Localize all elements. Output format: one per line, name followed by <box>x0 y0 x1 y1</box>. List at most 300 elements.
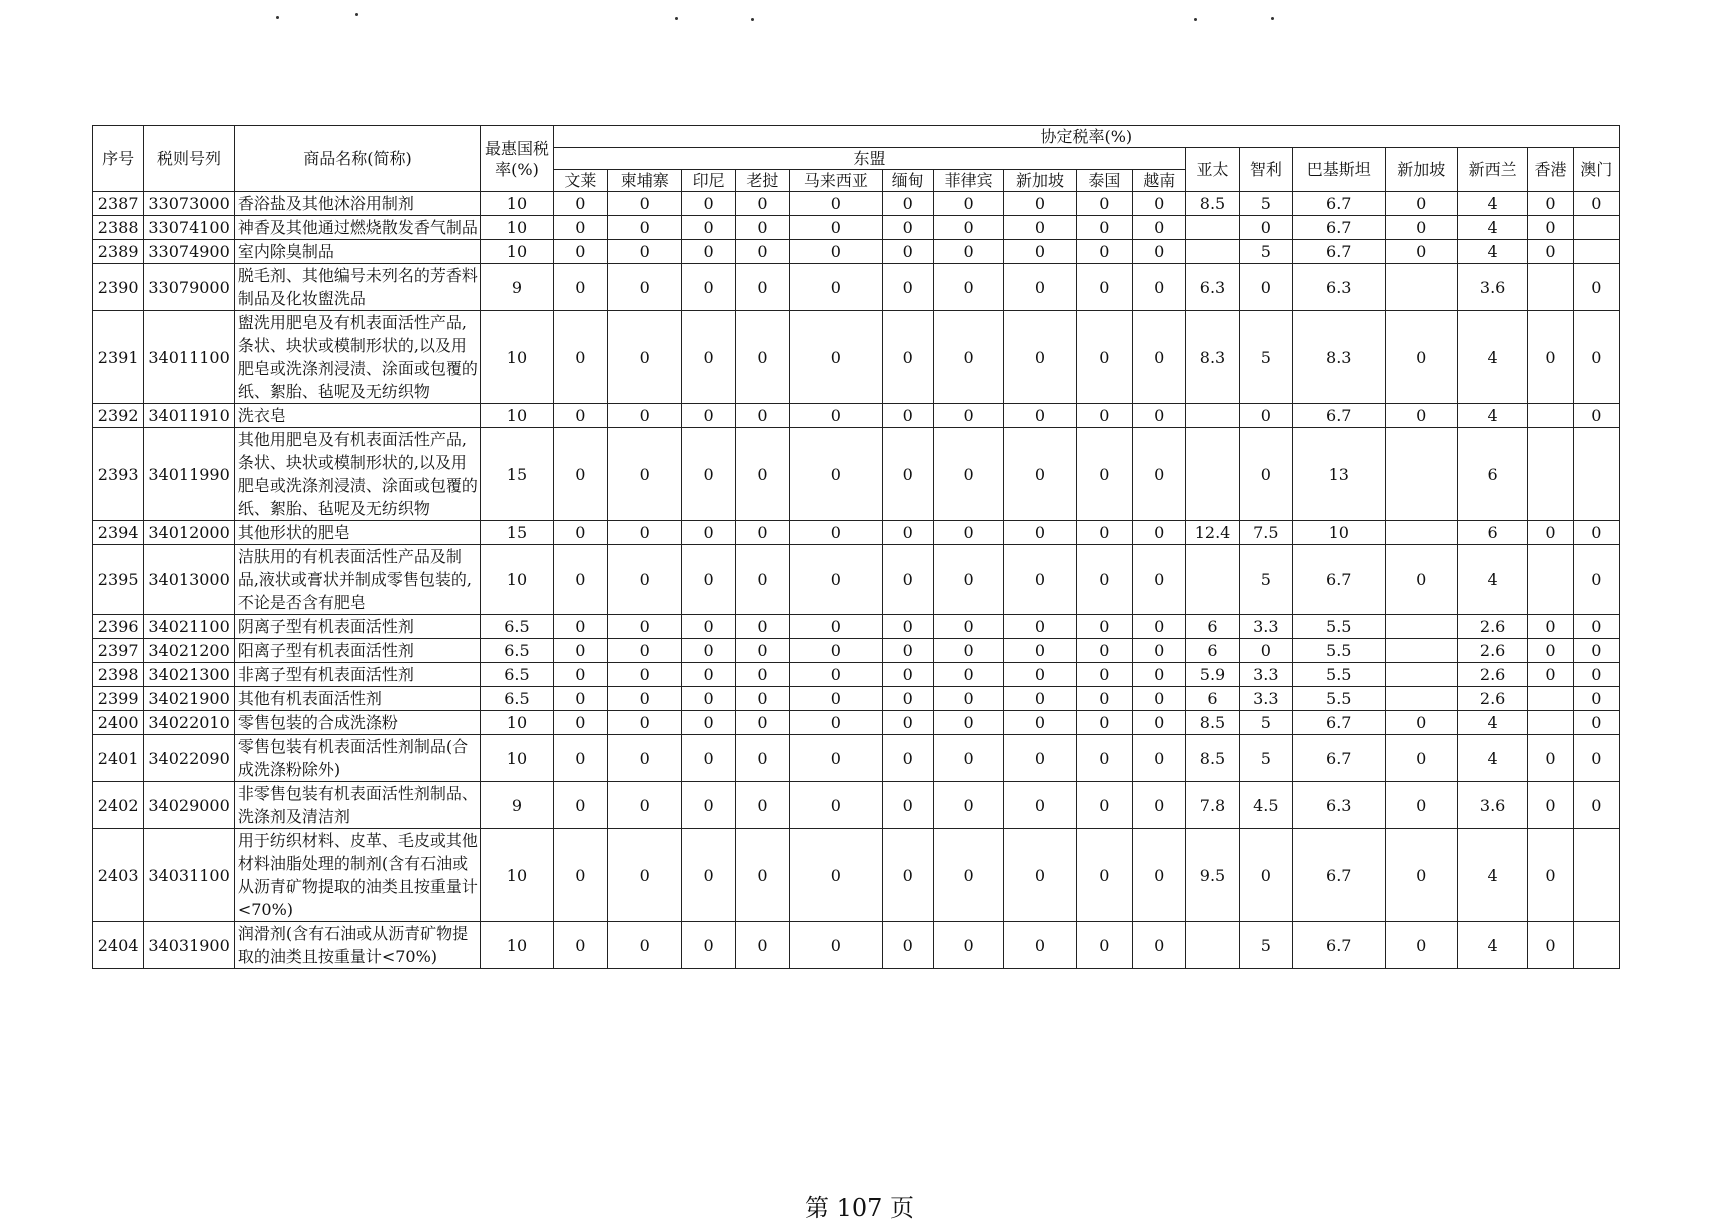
row-rate-cell: 8.5 <box>1186 192 1239 216</box>
row-rate-cell: 5 <box>1239 192 1292 216</box>
row-rate-cell: 0 <box>1528 240 1573 264</box>
row-mfn: 15 <box>481 521 553 545</box>
row-rate-cell: 0 <box>1133 711 1186 735</box>
row-rate-cell: 0 <box>1239 639 1292 663</box>
row-rate-cell: 0 <box>1004 711 1076 735</box>
header-other-4: 新西兰 <box>1457 148 1527 192</box>
row-rate-cell: 0 <box>882 428 933 521</box>
row-rate-cell: 0 <box>608 735 682 782</box>
row-rate-cell: 6 <box>1457 521 1527 545</box>
row-rate-cell: 0 <box>1528 311 1573 404</box>
row-rate-cell: 3.6 <box>1457 782 1527 829</box>
row-name: 其他用肥皂及有机表面活性产品,条状、块状或模制形状的,以及用肥皂或洗涤剂浸渍、涂面或包覆的纸、絮胎、毡呢及无纺织物 <box>234 428 480 521</box>
header-asean-member-5: 缅甸 <box>882 170 933 192</box>
row-rate-cell: 0 <box>1573 264 1619 311</box>
row-rate-cell: 4.5 <box>1239 782 1292 829</box>
row-code: 34031900 <box>144 922 235 969</box>
row-rate-cell: 0 <box>1133 240 1186 264</box>
row-rate-cell: 0 <box>1004 615 1076 639</box>
row-rate-cell: 0 <box>682 687 735 711</box>
row-rate-cell: 0 <box>790 735 883 782</box>
table-body <box>93 192 1620 969</box>
row-rate-cell: 0 <box>1133 639 1186 663</box>
row-name: 零售包装的合成洗涤粉 <box>234 711 480 735</box>
row-rate-cell: 0 <box>682 192 735 216</box>
row-rate-cell: 0 <box>608 639 682 663</box>
row-rate-cell: 5 <box>1239 711 1292 735</box>
row-rate-cell: 4 <box>1457 311 1527 404</box>
row-rate-cell: 0 <box>608 687 682 711</box>
row-seq: 2396 <box>93 615 144 639</box>
row-rate-cell: 0 <box>608 240 682 264</box>
row-seq: 2392 <box>93 404 144 428</box>
row-rate-cell: 8.3 <box>1292 311 1385 404</box>
row-code: 34021100 <box>144 615 235 639</box>
row-rate-cell: 0 <box>882 192 933 216</box>
row-rate-cell <box>1186 216 1239 240</box>
row-rate-cell: 0 <box>1133 545 1186 615</box>
row-code: 34029000 <box>144 782 235 829</box>
row-rate-cell: 0 <box>682 615 735 639</box>
row-rate-cell: 4 <box>1457 192 1527 216</box>
row-rate-cell: 4 <box>1457 735 1527 782</box>
row-name: 阳离子型有机表面活性剂 <box>234 639 480 663</box>
row-rate-cell: 0 <box>1076 615 1132 639</box>
row-rate-cell <box>1573 829 1619 922</box>
table-row <box>93 240 1620 264</box>
row-rate-cell: 0 <box>553 711 607 735</box>
table-row <box>93 615 1620 639</box>
row-rate-cell: 0 <box>882 735 933 782</box>
table-row <box>93 545 1620 615</box>
tariff-rate-table <box>92 125 1620 969</box>
table-row <box>93 311 1620 404</box>
header-agreement: 协定税率(%) <box>553 126 1619 148</box>
row-rate-cell <box>1186 428 1239 521</box>
row-rate-cell: 6 <box>1186 687 1239 711</box>
row-rate-cell: 0 <box>553 521 607 545</box>
row-rate-cell: 0 <box>790 782 883 829</box>
row-rate-cell <box>1385 639 1457 663</box>
row-rate-cell: 0 <box>553 782 607 829</box>
row-rate-cell: 5 <box>1239 735 1292 782</box>
row-rate-cell: 4 <box>1457 922 1527 969</box>
row-name: 零售包装有机表面活性剂制品(合成洗涤粉除外) <box>234 735 480 782</box>
row-rate-cell: 0 <box>790 687 883 711</box>
row-rate-cell: 0 <box>1076 264 1132 311</box>
row-mfn: 9 <box>481 264 553 311</box>
row-seq: 2390 <box>93 264 144 311</box>
row-rate-cell: 0 <box>1573 687 1619 711</box>
row-rate-cell: 0 <box>735 240 789 264</box>
row-rate-cell: 4 <box>1457 829 1527 922</box>
row-rate-cell: 0 <box>1133 735 1186 782</box>
row-code: 34012000 <box>144 521 235 545</box>
row-rate-cell: 0 <box>1004 545 1076 615</box>
row-rate-cell: 5.9 <box>1186 663 1239 687</box>
row-mfn: 10 <box>481 311 553 404</box>
row-rate-cell <box>1573 240 1619 264</box>
row-rate-cell: 0 <box>1076 782 1132 829</box>
scan-speck <box>276 16 279 19</box>
row-rate-cell: 0 <box>553 192 607 216</box>
row-rate-cell: 0 <box>735 829 789 922</box>
row-rate-cell: 0 <box>1528 639 1573 663</box>
row-rate-cell: 0 <box>1385 829 1457 922</box>
row-rate-cell: 0 <box>1573 615 1619 639</box>
row-rate-cell: 0 <box>1573 545 1619 615</box>
row-name: 神香及其他通过燃烧散发香气制品 <box>234 216 480 240</box>
row-rate-cell: 0 <box>933 216 1003 240</box>
row-rate-cell: 0 <box>790 663 883 687</box>
row-code: 34011100 <box>144 311 235 404</box>
row-rate-cell: 0 <box>1573 711 1619 735</box>
header-mfn: 最惠国税率(%) <box>481 126 553 192</box>
row-name: 其他形状的肥皂 <box>234 521 480 545</box>
row-mfn: 10 <box>481 240 553 264</box>
row-mfn: 6.5 <box>481 615 553 639</box>
row-rate-cell: 0 <box>1004 240 1076 264</box>
row-rate-cell: 0 <box>553 404 607 428</box>
row-code: 34031100 <box>144 829 235 922</box>
row-rate-cell: 0 <box>1528 735 1573 782</box>
row-rate-cell: 0 <box>1133 521 1186 545</box>
row-rate-cell <box>1385 521 1457 545</box>
row-mfn: 6.5 <box>481 687 553 711</box>
row-rate-cell: 2.6 <box>1457 687 1527 711</box>
row-rate-cell: 0 <box>933 687 1003 711</box>
row-rate-cell: 0 <box>933 240 1003 264</box>
row-name: 洗衣皂 <box>234 404 480 428</box>
row-rate-cell: 0 <box>790 711 883 735</box>
header-asean-member-0: 文莱 <box>553 170 607 192</box>
row-seq: 2397 <box>93 639 144 663</box>
row-rate-cell: 6.7 <box>1292 404 1385 428</box>
row-mfn: 6.5 <box>481 639 553 663</box>
row-rate-cell <box>1186 240 1239 264</box>
row-rate-cell: 5 <box>1239 240 1292 264</box>
row-rate-cell: 3.6 <box>1457 264 1527 311</box>
row-rate-cell: 0 <box>1076 735 1132 782</box>
row-rate-cell <box>1573 428 1619 521</box>
row-rate-cell: 0 <box>735 711 789 735</box>
row-rate-cell: 2.6 <box>1457 639 1527 663</box>
row-rate-cell: 8.5 <box>1186 735 1239 782</box>
row-seq: 2395 <box>93 545 144 615</box>
header-asean-member-3: 老挝 <box>735 170 789 192</box>
scan-speck <box>1271 17 1274 20</box>
row-rate-cell: 0 <box>933 428 1003 521</box>
row-seq: 2389 <box>93 240 144 264</box>
row-rate-cell: 0 <box>933 782 1003 829</box>
row-rate-cell: 4 <box>1457 216 1527 240</box>
table-row <box>93 192 1620 216</box>
row-rate-cell: 0 <box>608 216 682 240</box>
row-name: 洁肤用的有机表面活性产品及制品,液状或膏状并制成零售包装的,不论是否含有肥皂 <box>234 545 480 615</box>
row-rate-cell: 0 <box>1385 782 1457 829</box>
row-rate-cell: 0 <box>1133 404 1186 428</box>
row-rate-cell: 2.6 <box>1457 615 1527 639</box>
row-seq: 2393 <box>93 428 144 521</box>
row-rate-cell: 0 <box>1133 216 1186 240</box>
row-rate-cell: 0 <box>682 663 735 687</box>
row-rate-cell: 0 <box>682 782 735 829</box>
row-seq: 2400 <box>93 711 144 735</box>
row-mfn: 10 <box>481 711 553 735</box>
row-rate-cell: 0 <box>608 192 682 216</box>
row-rate-cell: 0 <box>1385 192 1457 216</box>
row-rate-cell: 0 <box>682 639 735 663</box>
row-rate-cell: 0 <box>933 615 1003 639</box>
row-rate-cell: 0 <box>882 404 933 428</box>
row-mfn: 10 <box>481 216 553 240</box>
row-rate-cell: 0 <box>735 311 789 404</box>
row-rate-cell: 0 <box>790 922 883 969</box>
header-other-0: 亚太 <box>1186 148 1239 192</box>
row-rate-cell: 0 <box>1076 663 1132 687</box>
row-rate-cell: 0 <box>682 711 735 735</box>
row-rate-cell: 0 <box>933 192 1003 216</box>
row-seq: 2399 <box>93 687 144 711</box>
row-rate-cell: 0 <box>553 829 607 922</box>
row-rate-cell: 6.7 <box>1292 735 1385 782</box>
row-rate-cell: 10 <box>1292 521 1385 545</box>
row-rate-cell: 0 <box>1528 782 1573 829</box>
row-rate-cell: 0 <box>735 782 789 829</box>
row-rate-cell: 0 <box>608 264 682 311</box>
row-rate-cell: 0 <box>1076 428 1132 521</box>
row-rate-cell: 0 <box>882 687 933 711</box>
row-rate-cell: 6.7 <box>1292 192 1385 216</box>
row-rate-cell: 0 <box>1573 663 1619 687</box>
row-rate-cell: 5.5 <box>1292 663 1385 687</box>
row-rate-cell: 0 <box>1385 735 1457 782</box>
row-mfn: 10 <box>481 829 553 922</box>
row-rate-cell: 0 <box>790 240 883 264</box>
row-rate-cell: 0 <box>553 240 607 264</box>
row-seq: 2387 <box>93 192 144 216</box>
header-other-1: 智利 <box>1239 148 1292 192</box>
row-rate-cell: 0 <box>1004 829 1076 922</box>
row-rate-cell: 0 <box>682 735 735 782</box>
row-rate-cell: 0 <box>1239 829 1292 922</box>
row-rate-cell: 0 <box>790 428 883 521</box>
row-rate-cell: 6.7 <box>1292 545 1385 615</box>
row-rate-cell: 0 <box>1528 521 1573 545</box>
row-rate-cell: 0 <box>1004 663 1076 687</box>
row-rate-cell: 0 <box>553 639 607 663</box>
scan-speck <box>675 17 678 20</box>
row-rate-cell <box>1528 711 1573 735</box>
row-rate-cell: 0 <box>1133 782 1186 829</box>
row-rate-cell: 4 <box>1457 545 1527 615</box>
row-rate-cell: 0 <box>790 264 883 311</box>
table-row <box>93 216 1620 240</box>
row-rate-cell: 0 <box>553 216 607 240</box>
row-rate-cell: 0 <box>682 264 735 311</box>
row-mfn: 10 <box>481 545 553 615</box>
row-rate-cell: 0 <box>1385 711 1457 735</box>
table-row <box>93 264 1620 311</box>
scan-speck <box>1194 18 1197 21</box>
row-rate-cell: 0 <box>1004 404 1076 428</box>
row-rate-cell: 0 <box>608 311 682 404</box>
row-rate-cell: 0 <box>882 922 933 969</box>
header-asean-member-6: 菲律宾 <box>933 170 1003 192</box>
header-asean-member-4: 马来西亚 <box>790 170 883 192</box>
header-asean-member-1: 柬埔寨 <box>608 170 682 192</box>
row-rate-cell: 0 <box>1528 829 1573 922</box>
row-rate-cell <box>1528 545 1573 615</box>
row-rate-cell: 7.5 <box>1239 521 1292 545</box>
header-other-2: 巴基斯坦 <box>1292 148 1385 192</box>
row-rate-cell: 7.8 <box>1186 782 1239 829</box>
row-name: 香浴盐及其他沐浴用制剂 <box>234 192 480 216</box>
row-rate-cell: 0 <box>1133 663 1186 687</box>
row-rate-cell: 0 <box>882 829 933 922</box>
row-rate-cell: 0 <box>1133 687 1186 711</box>
row-rate-cell: 0 <box>553 615 607 639</box>
header-seq: 序号 <box>93 126 144 192</box>
header-name: 商品名称(简称) <box>234 126 480 192</box>
table-row <box>93 782 1620 829</box>
row-mfn: 6.5 <box>481 663 553 687</box>
row-rate-cell: 0 <box>882 615 933 639</box>
row-code: 33074900 <box>144 240 235 264</box>
row-rate-cell: 5 <box>1239 922 1292 969</box>
row-rate-cell: 13 <box>1292 428 1385 521</box>
row-rate-cell: 0 <box>608 404 682 428</box>
header-other-6: 澳门 <box>1573 148 1619 192</box>
header-code: 税则号列 <box>144 126 235 192</box>
row-rate-cell: 0 <box>1076 192 1132 216</box>
row-rate-cell <box>1385 264 1457 311</box>
row-rate-cell: 0 <box>735 521 789 545</box>
row-rate-cell: 0 <box>682 216 735 240</box>
row-rate-cell: 0 <box>608 615 682 639</box>
row-code: 34011990 <box>144 428 235 521</box>
row-rate-cell: 0 <box>933 521 1003 545</box>
row-rate-cell: 6.7 <box>1292 240 1385 264</box>
row-rate-cell: 0 <box>735 404 789 428</box>
row-rate-cell: 0 <box>1133 829 1186 922</box>
row-rate-cell: 0 <box>1239 264 1292 311</box>
table-row <box>93 711 1620 735</box>
row-rate-cell: 0 <box>608 521 682 545</box>
row-rate-cell: 0 <box>882 521 933 545</box>
row-rate-cell: 0 <box>682 545 735 615</box>
row-rate-cell <box>1528 404 1573 428</box>
row-rate-cell: 0 <box>735 615 789 639</box>
row-rate-cell <box>1385 615 1457 639</box>
row-rate-cell: 0 <box>682 404 735 428</box>
row-rate-cell <box>1385 687 1457 711</box>
row-rate-cell <box>1186 545 1239 615</box>
row-rate-cell: 2.6 <box>1457 663 1527 687</box>
row-rate-cell: 0 <box>1133 192 1186 216</box>
row-rate-cell: 6.7 <box>1292 711 1385 735</box>
row-rate-cell: 0 <box>1004 264 1076 311</box>
row-rate-cell: 0 <box>735 735 789 782</box>
row-rate-cell: 0 <box>1076 711 1132 735</box>
row-rate-cell: 0 <box>1004 687 1076 711</box>
row-rate-cell: 0 <box>933 639 1003 663</box>
row-rate-cell: 0 <box>882 240 933 264</box>
row-rate-cell: 0 <box>1528 922 1573 969</box>
header-asean: 东盟 <box>553 148 1186 170</box>
row-rate-cell: 0 <box>735 922 789 969</box>
row-rate-cell: 5.5 <box>1292 687 1385 711</box>
table-row <box>93 521 1620 545</box>
row-mfn: 10 <box>481 922 553 969</box>
row-rate-cell: 0 <box>608 545 682 615</box>
row-rate-cell: 0 <box>933 711 1003 735</box>
row-rate-cell: 0 <box>1076 240 1132 264</box>
row-rate-cell: 0 <box>608 922 682 969</box>
row-rate-cell: 0 <box>882 711 933 735</box>
row-rate-cell: 4 <box>1457 404 1527 428</box>
row-code: 34021200 <box>144 639 235 663</box>
row-rate-cell: 4 <box>1457 711 1527 735</box>
row-code: 34022090 <box>144 735 235 782</box>
row-rate-cell: 0 <box>1385 404 1457 428</box>
row-rate-cell: 0 <box>882 663 933 687</box>
row-rate-cell: 0 <box>682 428 735 521</box>
row-code: 33073000 <box>144 192 235 216</box>
row-rate-cell: 0 <box>1239 404 1292 428</box>
row-rate-cell: 0 <box>1133 922 1186 969</box>
row-rate-cell: 3.3 <box>1239 615 1292 639</box>
row-rate-cell: 6.3 <box>1292 782 1385 829</box>
row-rate-cell: 0 <box>1528 216 1573 240</box>
row-rate-cell: 6.3 <box>1292 264 1385 311</box>
row-name: 用于纺织材料、皮革、毛皮或其他材料油脂处理的制剂(含有石油或从沥青矿物提取的油类且按重量计<70%) <box>234 829 480 922</box>
row-rate-cell: 0 <box>790 829 883 922</box>
row-rate-cell: 0 <box>608 663 682 687</box>
row-rate-cell: 0 <box>933 663 1003 687</box>
row-rate-cell: 0 <box>553 311 607 404</box>
row-rate-cell: 6.7 <box>1292 922 1385 969</box>
row-seq: 2398 <box>93 663 144 687</box>
row-rate-cell: 0 <box>1076 521 1132 545</box>
row-rate-cell: 0 <box>1076 545 1132 615</box>
row-rate-cell: 5.5 <box>1292 615 1385 639</box>
row-rate-cell: 0 <box>1076 639 1132 663</box>
row-rate-cell: 6.7 <box>1292 216 1385 240</box>
row-rate-cell: 0 <box>933 404 1003 428</box>
row-rate-cell: 0 <box>1076 687 1132 711</box>
row-rate-cell: 0 <box>1528 192 1573 216</box>
row-rate-cell: 0 <box>882 782 933 829</box>
row-rate-cell: 0 <box>1133 264 1186 311</box>
row-rate-cell: 0 <box>1076 216 1132 240</box>
row-name: 室内除臭制品 <box>234 240 480 264</box>
row-seq: 2404 <box>93 922 144 969</box>
row-rate-cell: 0 <box>933 829 1003 922</box>
row-rate-cell: 0 <box>1004 428 1076 521</box>
row-rate-cell: 0 <box>1004 782 1076 829</box>
row-rate-cell: 0 <box>933 264 1003 311</box>
row-rate-cell: 0 <box>735 663 789 687</box>
row-rate-cell: 0 <box>1004 521 1076 545</box>
table-row <box>93 428 1620 521</box>
row-rate-cell: 0 <box>882 216 933 240</box>
row-rate-cell: 0 <box>682 521 735 545</box>
row-rate-cell: 0 <box>553 428 607 521</box>
table-row <box>93 663 1620 687</box>
row-name: 阴离子型有机表面活性剂 <box>234 615 480 639</box>
row-rate-cell: 0 <box>608 829 682 922</box>
